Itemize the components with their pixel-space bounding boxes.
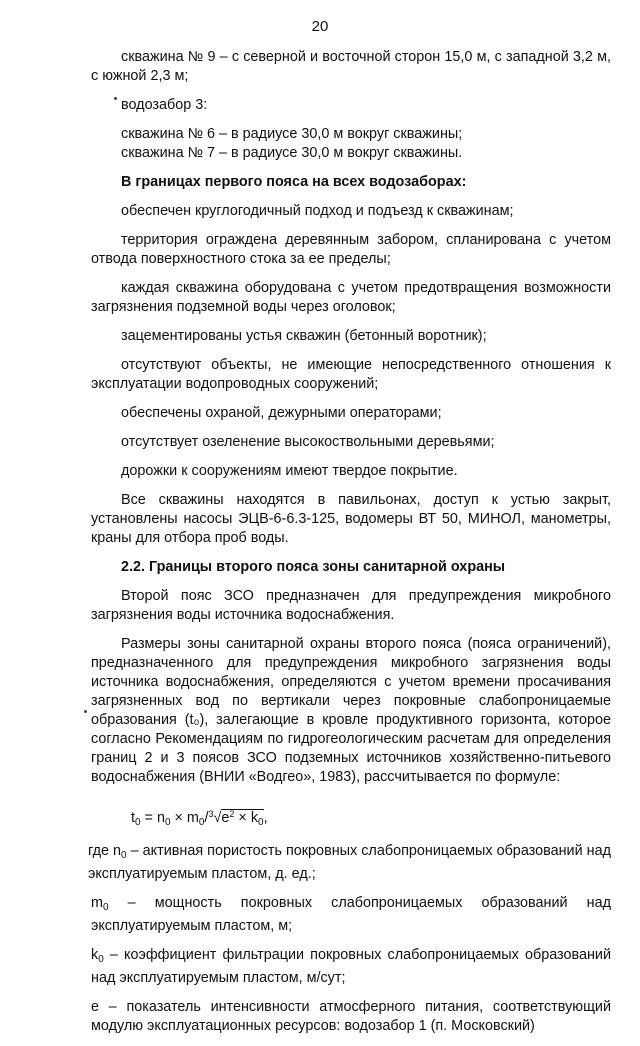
paragraph: Второй пояс ЗСО предназначен для предупреждения микробного загрязнения воды источника водоснабжения. [91,588,611,623]
paragraph: Все скважины находятся в павильонах, доступ к устью закрыт, установлены насосы ЭЦВ-6-6.3-125, водомеры ВТ 50, МИНОЛ, манометры, краны для отбора проб воды. [91,492,611,546]
definition-m: $m_0$ – мощность покровных слабопроницаемых образований над эксплуатируемым пластом, м; [91,895,611,934]
definition-e: e – показатель интенсивности атмосферного питания, соответствующий модулю эксплуатационных ресурсов: водозабор 1 (п. Московский) [91,999,611,1034]
section-subheading: В границах первого пояса на всех водозаборах: [121,174,467,190]
list-item: дорожки к сооружениям имеют твердое покрытие. [121,463,458,479]
paragraph: водозабор 3: [121,97,208,113]
list-item: отсутствуют объекты, не имеющие непосредственного отношения к эксплуатации водопроводных сооружений; [91,357,611,392]
list-item: каждая скважина оборудована с учетом предотвращения возможности загрязнения подземной воды через оголовок; [91,280,611,315]
list-item: обеспечены охраной, дежурными операторами; [121,405,442,421]
list-item: зацементированы устья скважин (бетонный воротник); [121,328,487,344]
root-sign: √ [213,810,222,826]
paragraph: скважина № 9 – с северной и восточной сторон 15,0 м, с западной 3,2 м, с южной 2,3 м; [91,49,611,84]
section-heading: 2.2. Границы второго пояса зоны санитарной охраны [121,559,506,575]
radicand: $e^2 \times k_0$ [221,809,264,828]
list-item: отсутствует озеленение высокоствольными деревьями; [121,434,495,450]
page-number: 20 [311,18,329,35]
formula: $t_0 = n_0 \times m_0/^3√e^2 \times k_0$, [131,809,268,828]
paragraph: скважина № 6 – в радиусе 30,0 м вокруг скважины; [121,126,463,142]
scan-speck [84,710,87,713]
paragraph: скважина № 7 – в радиусе 30,0 м вокруг скважины. [121,145,463,161]
list-item: обеспечен круглогодичный подход и подъезд к скважинам; [121,203,514,219]
paragraph: Размеры зоны санитарной охраны второго пояса (пояса ограничений), предназначенного для предупреждения микробного загрязнения воды источника водоснабжения, определяются с учетом времени просачивания загрязненных вод по вертикали через покровные слабопроницаемые образования (t₀), залегающие в кровле продуктивного горизонта, которое согласно Рекомендациям по гидрогеологическим расчетам для определения границ 2 и 3 поясов ЗСО подземных источников хозяйственно-питьевого водоснабжения (ВНИИ «Водгео», 1983), рассчитывается по формуле: [91,636,611,785]
list-item: территория ограждена деревянным забором, спланирована с учетом отвода поверхностного стока за ее пределы; [91,232,611,267]
document-body [88,48,611,1046]
definition-k: $k_0$ – коэффициент фильтрации покровных слабопроницаемых образований над эксплуатируемым пластом, м/сут; [91,947,611,986]
definition-n: где $n_0$ – активная пористость покровных слабопроницаемых образований над эксплуатируемым пластом, д. ед.; [88,843,611,882]
